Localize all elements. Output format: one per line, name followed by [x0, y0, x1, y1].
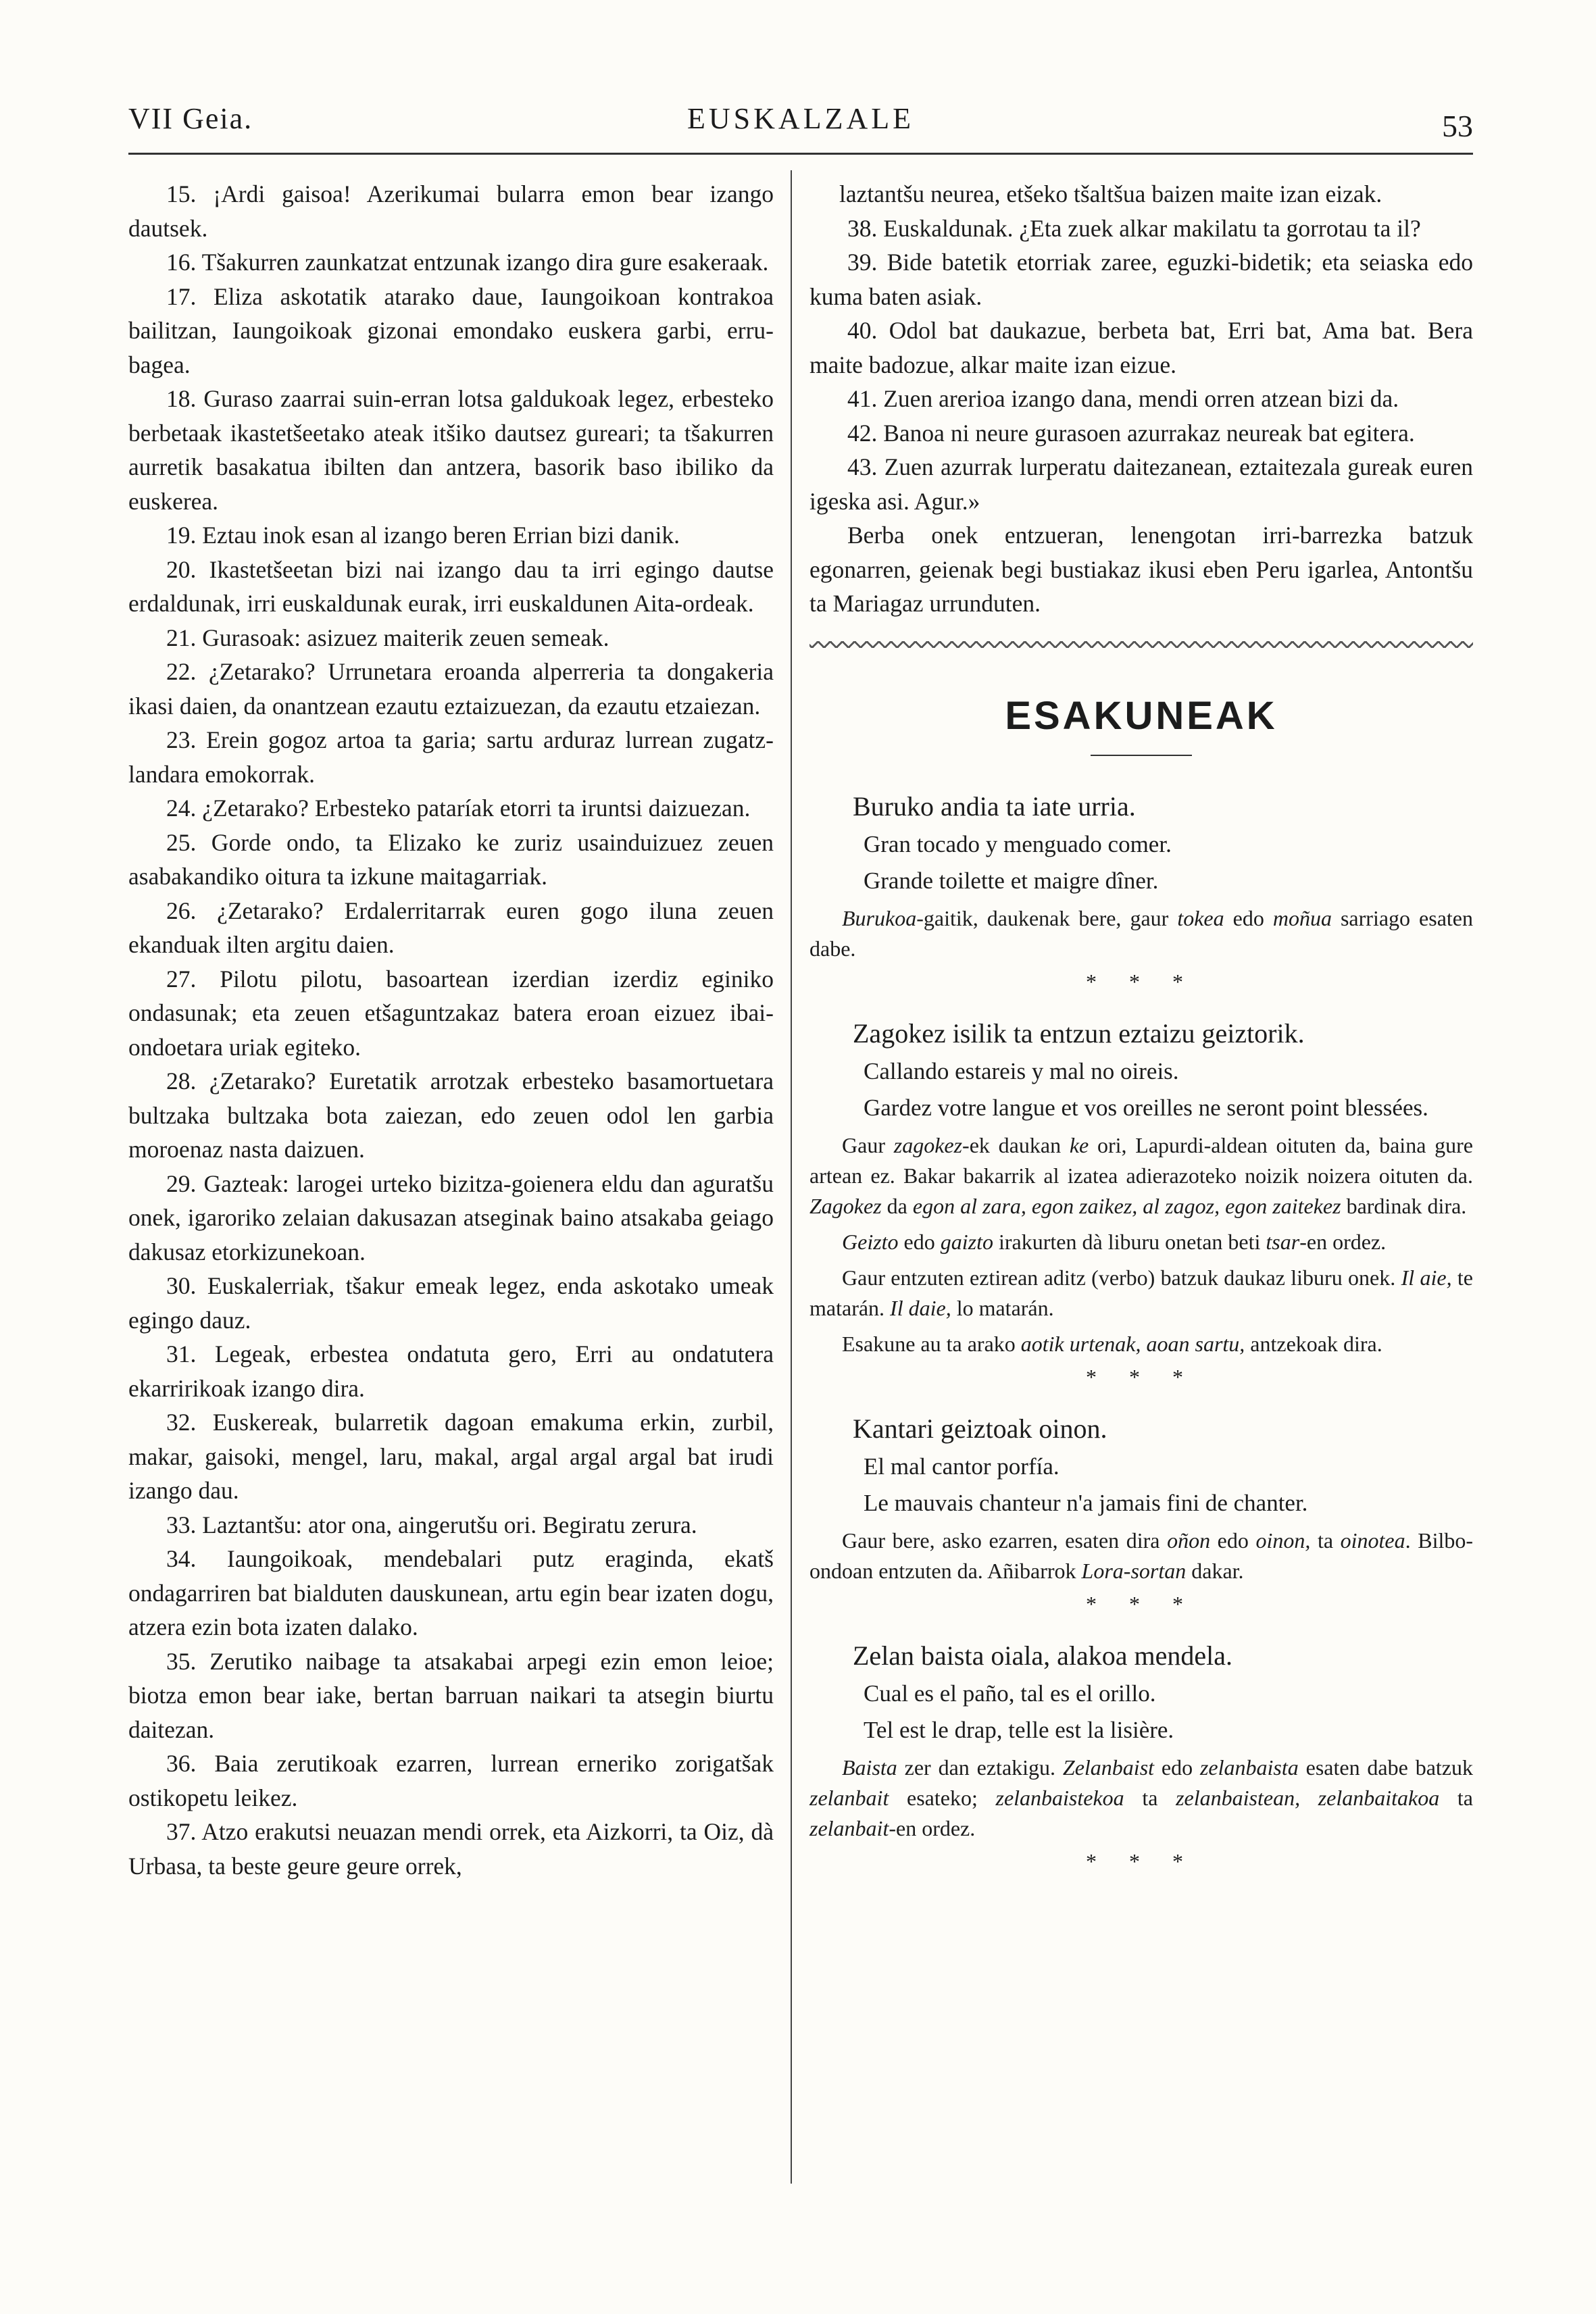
- italic-term: oinotea: [1340, 1528, 1405, 1553]
- french-translation: Grande toilette et maigre dîner.: [864, 867, 1159, 894]
- asterism: * * *: [1086, 1848, 1197, 1873]
- proverb-title: Buruko andia ta iate urria.: [853, 790, 1136, 822]
- gap: [809, 1628, 1473, 1638]
- french-translation: Gardez votre langue et vos oreilles ne seront point blessées.: [864, 1094, 1428, 1121]
- italic-term: Il aie,: [1401, 1265, 1452, 1290]
- numbered-saying: 17. Eliza askotatik atarako daue, Iaungoikoan kontrakoa bailitzan, Iaungoikoak gizonai emondako euskera garbi, erru-bagea.: [128, 282, 774, 378]
- note-text: ta: [1310, 1528, 1341, 1553]
- page-header: [128, 101, 1473, 142]
- numbered-saying: 38. Euskaldunak. ¿Eta zuek alkar makilatu ta gorrotau ta il?: [847, 214, 1421, 242]
- italic-term: zelanbait: [809, 1785, 889, 1810]
- numbered-saying: 16. Tšakurren zaunkatzat entzunak izango dira gure esakeraak.: [166, 249, 769, 276]
- note-text: ori, Lapurdi-aldean oituten da, baina gure artean ez. Bakar bakarrik al izatea adierazoteko noizik noizera oituten da.: [809, 1132, 1474, 1188]
- note-text: -gaitik, daukenak bere, gaur: [916, 905, 1178, 930]
- proverbs-list: [809, 788, 1473, 1876]
- numbered-saying: 28. ¿Zetarako? Euretatik arrotzak erbesteko basamortuetara bultzaka bultzaka bota zaiezan, edo zeuen odol len garbia moroenaz nasta daizuen.: [128, 1067, 774, 1163]
- italic-term: Zagokez: [809, 1193, 882, 1218]
- proverb-note: [809, 1263, 1473, 1324]
- column-divider: [791, 170, 792, 2184]
- italic-term: zelanbaistean, zelanbaitakoa: [1176, 1785, 1440, 1810]
- italic-term: aotik urtenak, aoan sartu,: [1020, 1331, 1245, 1356]
- numbered-saying: 29. Gazteak: larogei urteko bizitza-goienera eldu dan aguratšu onek, igaroriko zelaian dakusazan atseginak baino atsakaba geiago dakusaz etorkizunekoan.: [128, 1169, 774, 1265]
- note-text: Gaur bere, asko ezarren, esaten dira: [842, 1528, 1168, 1553]
- right-column: [809, 177, 1473, 1886]
- italic-term: ke: [1069, 1132, 1089, 1157]
- header-rule: [128, 153, 1473, 155]
- italic-term: Burukoa: [842, 905, 917, 930]
- proverb-note: [809, 903, 1473, 964]
- note-text: Gaur entzuten eztirean aditz (verbo) batzuk daukaz liburu onek.: [842, 1265, 1401, 1290]
- numbered-saying: 18. Guraso zaarrai suin-erran lotsa galdukoak legez, erbesteko berbetaak ikastetšeetako ateak itšiko dautsez gureari; ta tšakurren aurretik basakatua ibilten dan antzera, basorik baso ibiliko da euskerea.: [128, 385, 774, 515]
- right-paragraphs: [809, 177, 1473, 621]
- note-text: -en ordez.: [889, 1815, 976, 1840]
- numbered-saying: 21. Gurasoak: asizuez maiterik zeuen semeak.: [166, 624, 609, 651]
- note-text: . Bilbo-ondoan entzuten da. Añibarrok: [809, 1528, 1473, 1583]
- note-text: esaten dabe batzuk: [1298, 1755, 1474, 1780]
- note-text: lo matarán.: [951, 1295, 1054, 1320]
- numbered-saying: 40. Odol bat daukazue, berbeta bat, Erri bat, Ama bat. Bera maite badozue, alkar maite izan eizue.: [809, 317, 1473, 378]
- note-text: Gaur: [842, 1132, 894, 1157]
- italic-term: tsar: [1266, 1229, 1300, 1254]
- italic-term: moñua: [1272, 905, 1332, 930]
- note-text: edo: [898, 1229, 941, 1254]
- asterism: * * *: [1086, 969, 1197, 994]
- spanish-translation: Cual es el paño, tal es el orillo.: [864, 1680, 1156, 1707]
- numbered-saying: 25. Gorde ondo, ta Elizako ke zuriz usainduizuez zeuen asabakandiko oitura ta izkune maitagarriak.: [128, 828, 774, 890]
- header-title: EUSKALZALE: [687, 102, 914, 135]
- numbered-saying: 30. Euskalerriak, tšakur emeak legez, enda askotako umeak egingo dauz.: [128, 1272, 774, 1334]
- italic-term: Zelanbaist: [1062, 1755, 1155, 1780]
- numbered-saying: 15. ¡Ardi gaisoa! Azerikumai bularra emon bear izango dautsek.: [128, 180, 774, 242]
- spanish-translation: El mal cantor porfía.: [864, 1453, 1059, 1480]
- proverb-note: [809, 1130, 1473, 1222]
- page-number: 53: [1442, 109, 1473, 143]
- section-title-rule: [1091, 755, 1192, 756]
- numbered-saying: 22. ¿Zetarako? Urrunetara eroanda alperreria ta dongakeria ikasi daien, da onantzean ezautu eztaizuezan, da ezautu etzaiezan.: [128, 658, 774, 720]
- continued-paragraph: laztantšu neurea, etšeko tšaltšua baizen maite izan eizak.: [839, 180, 1382, 207]
- proverb-title: Zelan baista oiala, alakoa mendela.: [853, 1640, 1232, 1671]
- note-text: te matarán.: [809, 1265, 1474, 1320]
- numbered-saying: 26. ¿Zetarako? Erdalerritarrak euren gogo iluna zeuen ekanduak ilten argitu daien.: [128, 897, 774, 958]
- numbered-saying: 24. ¿Zetarako? Erbesteko pataríak etorri ta iruntsi daizuezan.: [166, 795, 751, 822]
- note-text: sarriago esaten dabe.: [809, 905, 1474, 961]
- note-text: irakurten dà liburu onetan beti: [993, 1229, 1266, 1254]
- italic-term: oñon: [1167, 1528, 1211, 1553]
- numbered-saying: 33. Laztantšu: ator ona, aingerutšu ori. Begiratu zerura.: [166, 1511, 697, 1538]
- italic-term: tokea: [1177, 905, 1224, 930]
- numbered-saying: 34. Iaungoikoak, mendebalari putz eraginda, ekatš ondagarriren bat bialduten dauskunean, artu egin bear izaten dogu, atzera ezin bota izaten dalako.: [128, 1545, 774, 1640]
- italic-term: Baista: [842, 1755, 897, 1780]
- numbered-saying: 35. Zerutiko naibage ta atsakabai arpegi ezin emon leioe; biotza emon bear iake, bertan barruan naikari ta atsegin biurtu daitezan.: [128, 1647, 774, 1743]
- proverb-note: [809, 1329, 1473, 1359]
- italic-term: Lora-sortan: [1081, 1558, 1187, 1583]
- spanish-translation: Gran tocado y menguado comer.: [864, 830, 1172, 857]
- italic-term: zelanbaista: [1199, 1755, 1299, 1780]
- spanish-translation: Callando estareis y mal no oireis.: [864, 1057, 1179, 1084]
- french-translation: Le mauvais chanteur n'a jamais fini de chanter.: [864, 1489, 1308, 1516]
- proverb-note: [809, 1526, 1473, 1586]
- numbered-saying: 43. Zuen azurrak lurperatu daitezanean, eztaitezala gureak euren igeska asi. Agur.»: [809, 453, 1473, 515]
- italic-term: gaizto: [940, 1229, 993, 1254]
- numbered-saying: 37. Atzo erakutsi neuazan mendi orrek, eta Aizkorri, ta Oiz, dà Urbasa, ta beste geure geure orrek,: [128, 1818, 774, 1880]
- numbered-saying: 41. Zuen arerioa izango dana, mendi orren atzean bizi da.: [847, 385, 1399, 412]
- numbered-saying: 36. Baia zerutikoak ezarren, lurrean erneriko zorigatšak ostikopetu leikez.: [128, 1750, 774, 1811]
- asterism: * * *: [1086, 1364, 1197, 1389]
- note-text: Esakune au ta arako: [842, 1331, 1021, 1356]
- note-text: dakar.: [1186, 1558, 1244, 1583]
- note-text: da: [881, 1193, 913, 1218]
- french-translation: Tel est le drap, telle est la lisière.: [864, 1716, 1174, 1743]
- numbered-saying: 39. Bide batetik etorriak zaree, eguzki-bidetik; eta seiaska edo kuma baten asiak.: [809, 249, 1473, 310]
- note-text: edo: [1154, 1755, 1200, 1780]
- italic-term: zelanbaistekoa: [995, 1785, 1124, 1810]
- section-title: ESAKUNEAK: [1005, 693, 1278, 738]
- note-text: edo: [1210, 1528, 1256, 1553]
- numbered-saying: 31. Legeak, erbestea ondatuta gero, Erri au ondatutera ekarririkoak izango dira.: [128, 1340, 774, 1402]
- italic-term: zagokez: [893, 1132, 963, 1157]
- numbered-saying: 32. Euskereak, bularretik dagoan emakuma erkin, zurbil, makar, gaisoki, mengel, laru, makal, argal argal argal bat irudi izango dau.: [128, 1409, 774, 1504]
- proverb-title: Zagokez isilik ta entzun eztaizu geiztorik.: [853, 1017, 1305, 1049]
- wavy-divider: [809, 641, 1473, 655]
- italic-term: zelanbait: [809, 1815, 889, 1840]
- note-text: ta: [1124, 1785, 1176, 1810]
- italic-term: Geizto: [842, 1229, 899, 1254]
- note-text: antzekoak dira.: [1245, 1331, 1382, 1356]
- numbered-saying: 27. Pilotu pilotu, basoartean izerdian izerdiz eginiko ondasunak; eta zeuen etšaguntzakaz batera eroan eizuez ibai-ondoetara uriak egiteko.: [128, 965, 774, 1061]
- proverb-note: [809, 1227, 1473, 1257]
- italic-term: egon al zara, egon zaikez, al zagoz, egon zaitekez: [912, 1193, 1341, 1218]
- note-text: esateko;: [889, 1785, 996, 1810]
- asterism: * * *: [1086, 1591, 1197, 1616]
- note-text: -en ordez.: [1299, 1229, 1387, 1254]
- numbered-saying: 23. Erein gogoz artoa ta garia; sartu arduraz lurrean zugatz-landara emokorrak.: [128, 726, 774, 788]
- numbered-saying: 20. Ikastetšeetan bizi nai izango dau ta irri egingo dautse erdaldunak, irri euskaldunak eurak, irri euskaldunen Aita-ordeak.: [128, 555, 774, 617]
- note-text: edo: [1224, 905, 1273, 930]
- proverb-title: Kantari geiztoak oinon.: [853, 1413, 1107, 1444]
- note-text: -ek daukan: [962, 1132, 1070, 1157]
- italic-term: Il daie,: [890, 1295, 951, 1320]
- numbered-saying: 42. Banoa ni neure gurasoen azurrakaz neureak bat egitera.: [847, 419, 1415, 447]
- numbered-saying: 19. Eztau inok esan al izango beren Errian bizi danik.: [166, 522, 680, 549]
- header-issue: VII Geia.: [128, 102, 253, 135]
- gap: [809, 1006, 1473, 1015]
- proverb-note: [809, 1753, 1473, 1844]
- note-text: zer dan eztakigu.: [897, 1755, 1063, 1780]
- numbered-saying: Berba onek entzueran, lenengotan irri-barrezka batzuk egonarren, geienak begi bustiakaz ikusi eben Peru igarlea, Antontšu ta Mariagaz urrunduten.: [809, 522, 1473, 617]
- italic-term: oinon,: [1255, 1528, 1311, 1553]
- gap: [809, 1401, 1473, 1411]
- left-column: [128, 177, 774, 1883]
- note-text: ta: [1439, 1785, 1473, 1810]
- note-text: bardinak dira.: [1341, 1193, 1467, 1218]
